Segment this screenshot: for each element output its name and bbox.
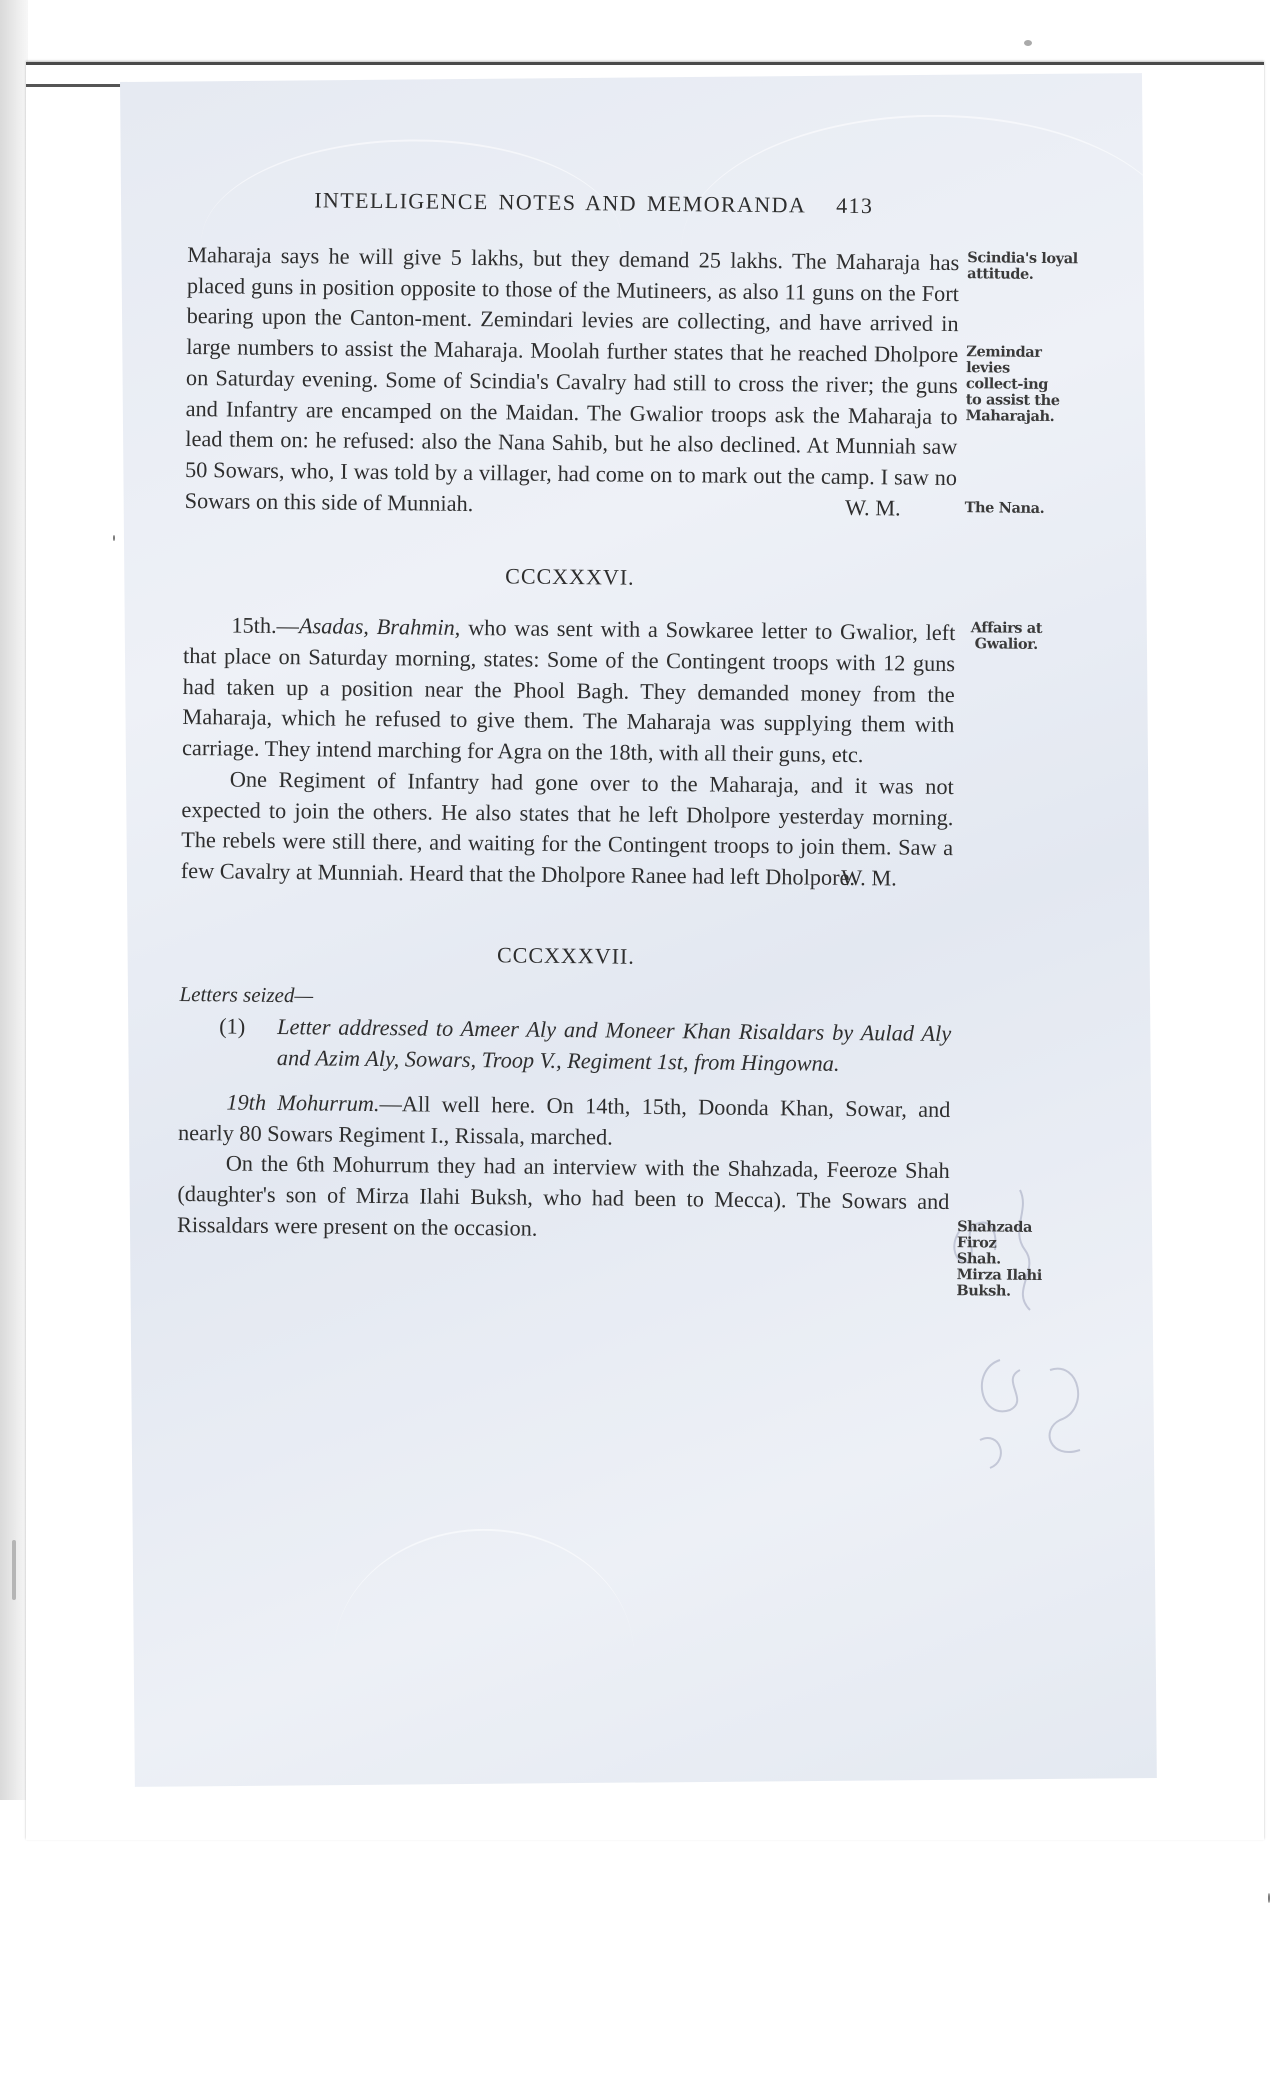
scanner-edge-strip [0, 0, 28, 1800]
section-337-paragraph-2: On the 6th Mohurrum they had an interview with the Shahzada, Feeroze Shah (daughter's son of Mirza Ilahi Buksh, who had been to Mecca). The Sowars and Rissaldars were present on the occasion. [176, 1150, 950, 1241]
letters-seized-heading: Letters seized— [179, 981, 314, 1008]
staple-mark [12, 1540, 16, 1600]
sidenote-scindia: Scindia's loyal attitude. [967, 249, 1078, 283]
book-page [176, 186, 1078, 1300]
sidenote-shahzada: Shahzada Firoz Shah. Mirza Ilahi Buksh. [956, 1217, 1042, 1300]
date-lead: 19th Mohurrum. [226, 1089, 380, 1116]
page-number: 413 [836, 192, 874, 219]
section-336 [180, 610, 1043, 894]
item-number: (1) [219, 1013, 246, 1040]
sidenote-zemindar: Zemindar levies collect-ing to assist the Maharajah. [965, 343, 1060, 426]
person-name: Asadas, Brahmin, [298, 613, 461, 641]
opening-block [184, 240, 1078, 524]
sidenote-nana: The Nana. [964, 499, 1045, 517]
item-text: Letter addressed to Ameer Aly and Moneer Khan Risaldars by Aulad Aly and Azim Aly, Sowars, Troop V., Regiment 1st, from Hingowna. [276, 1014, 952, 1076]
scan-speck [113, 535, 115, 541]
section-336-paragraph-1 [182, 610, 956, 772]
scan-speck [1024, 40, 1032, 46]
scan-speck [1268, 1893, 1270, 1903]
paragraph-text: —All well here. On 14th, 15th, Doonda Khan, Sowar, and nearly 80 Sowars Regiment I., Rissala, marched. [177, 1090, 951, 1149]
sidenote-gwalior: Affairs at Gwalior. [970, 619, 1043, 654]
signature: W. M. [841, 864, 897, 891]
pencil-scribble-icon [940, 1170, 1120, 1470]
signature: W. M. [844, 494, 901, 521]
paper-crease [333, 1528, 635, 1783]
letter-item [219, 1012, 952, 1081]
section-336-paragraph-2: One Regiment of Infantry had gone over to the Maharaja, and it was not expected to join the others. He also states that he left Dholpore yesterday morning. The rebels were still there, and waiting for the Contingent troops to join them. Saw a few Cavalry at Munniah. Heard that the Dholpore Ranee had left Dholpore. [180, 766, 954, 890]
dash: — [276, 613, 300, 639]
section-337 [176, 979, 1042, 1300]
opening-paragraph: Maharaja says he will give 5 lakhs, but they demand 25 lakhs. The Maharaja has placed guns in position opposite to those of the Mutineers, as also 11 guns on the Fort bearing upon the Canton-ment. Zemindari levies are collecting, and have arrived in large numbers to assist the Maharaja. Moolah further states that he reached Dholpore on Saturday evening. Some of Scindia's Cavalry had still to cross the river; the guns and Infantry are encamped on the Maidan. The Gwalior troops ask the Maharaja to lead them on: he refused: also the Nana Sahib, but he also declined. At Munniah saw 50 Sowars, who, I was told by a villager, had come on to mark out the camp. I saw no Sowars on this side of Munniah. [184, 241, 960, 516]
section-number: CCCXXXVII. [496, 941, 635, 969]
paper-corner-fold [26, 84, 122, 87]
section-number: CCCXXXVI. [505, 563, 635, 591]
paragraph-text: who was sent with a Sowkaree letter to Gwalior, left that place on Saturday morning, states: Some of the Contingent troops with 12 guns had taken up a position near the Phool Bagh. They demanded money from the Maharaja, which he refused to give them. The Maharaja was supplying them with carriage. They intend marching for Agra on the 18th, with all their guns, etc. [181, 615, 956, 768]
date-lead: 15th. [231, 612, 277, 639]
section-337-paragraph-1 [178, 1087, 951, 1156]
running-head-title: INTELLIGENCE NOTES AND MEMORANDA [314, 187, 807, 218]
